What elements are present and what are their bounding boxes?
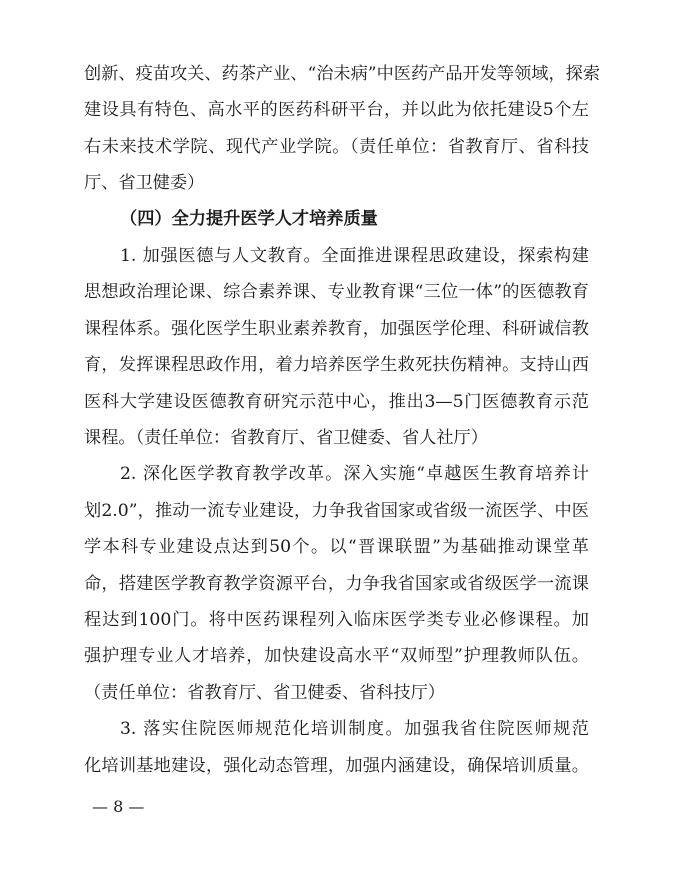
body-text-line: 右未来技术学院、现代产业学院。（责任单位：省教育厅、省科技 [84, 137, 589, 157]
numbered-paragraph-lead: 1. 加强医德与人文教育。全面推进课程思政建设，探索构建 [120, 246, 589, 266]
body-text-line: 划2.0”，推动一流专业建设，力争我省国家或省级一流医学、中医 [84, 501, 589, 521]
body-text-line: 思想政治理论课、综合素养课、专业教育课“三位一体”的医德教育 [84, 282, 589, 302]
body-text-line: （责任单位：省教育厅、省卫健委、省科技厅） [84, 683, 445, 703]
body-text-line: 命，搭建医学教育教学资源平台，力争我省国家或省级医学一流课 [84, 574, 589, 594]
numbered-paragraph-lead: 2. 深化医学教育教学改革。深入实施“卓越医生教育培养计 [120, 464, 589, 484]
body-text-line: 程达到100门。将中医药课程列入临床医学类专业必修课程。加 [84, 610, 589, 630]
section-heading: （四）全力提升医学人才培养质量 [120, 209, 378, 229]
body-text-line: 课程体系。强化医学生职业素养教育，加强医学伦理、科研诚信教 [84, 319, 589, 339]
body-text-line: 强护理专业人才培养，加快建设高水平“双师型”护理教师队伍。 [84, 646, 589, 666]
body-text-line: 厅、省卫健委） [84, 173, 205, 193]
numbered-paragraph-lead: 3. 落实住院医师规范化培训制度。加强我省住院医师规范 [120, 719, 589, 739]
body-text-line: 学本科专业建设点达到50个。以“晋课联盟”为基础推动课堂革 [84, 537, 589, 557]
body-text-line: 育，发挥课程思政作用，着力培养医学生救死扶伤精神。支持山西 [84, 355, 589, 375]
body-text-line: 建设具有特色、高水平的医药科研平台，并以此为依托建设5个左 [84, 100, 589, 120]
body-text-line: 课程。（责任单位：省教育厅、省卫健委、省人社厅） [84, 428, 488, 448]
body-text-line: 医科大学建设医德教育研究示范中心，推出3—5门医德教育示范 [84, 392, 589, 412]
body-text-line: 化培训基地建设，强化动态管理，加强内涵建设，确保培训质量。 [84, 756, 589, 776]
body-text-line: 创新、疫苗攻关、药茶产业、“治未病”中医药产品开发等领域，探索 [84, 64, 601, 84]
page-number: — 8 — [92, 797, 145, 816]
